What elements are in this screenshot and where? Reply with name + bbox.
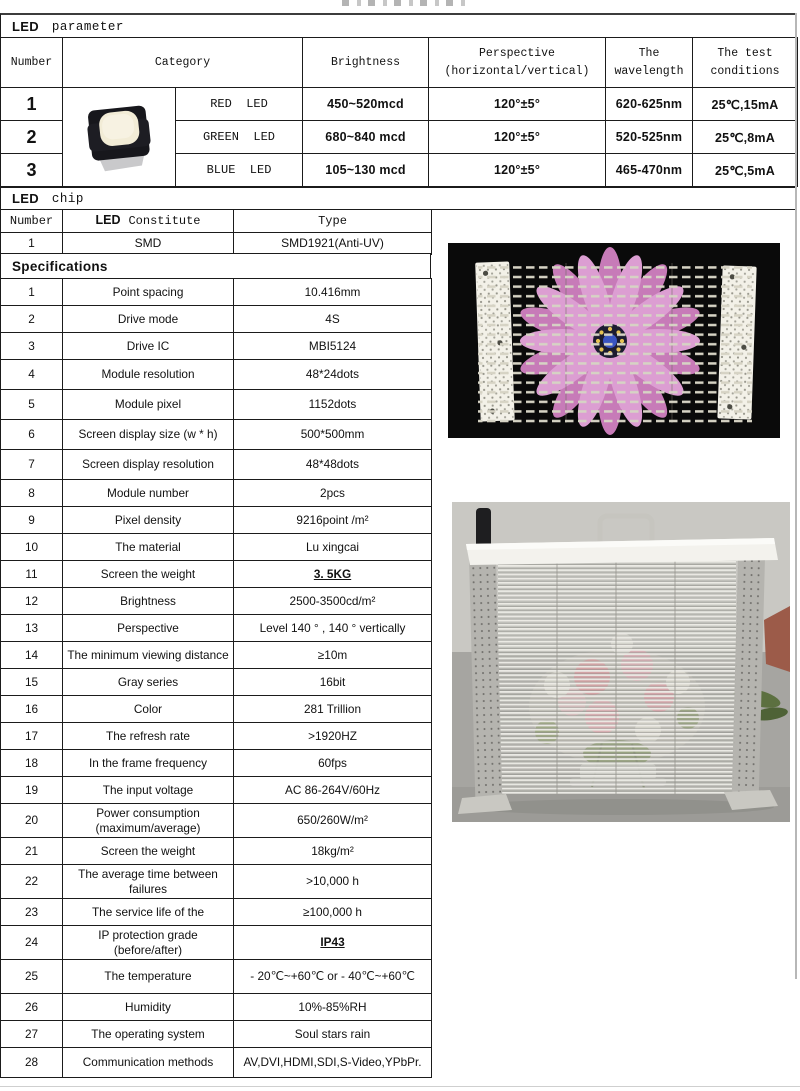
spec-row-number: 18 <box>1 750 63 777</box>
spec-row-value: ≥100,000 h <box>234 899 432 926</box>
param-header-test-line1: The test <box>717 47 773 61</box>
section-band-led-parameter <box>0 13 797 39</box>
spec-row-label: The average time between failures <box>63 865 234 899</box>
param-wavelength: 520-525nm <box>606 121 693 154</box>
param-header-test <box>693 38 798 88</box>
spec-row <box>1 1021 432 1048</box>
spec-row-number: 27 <box>1 1021 63 1048</box>
spec-row-value: ≥10m <box>234 642 432 669</box>
spec-row-number: 28 <box>1 1048 63 1078</box>
param-brightness: 105~130 mcd <box>303 154 429 187</box>
param-header-wavelength-line2: wavelength <box>614 64 684 78</box>
led-chip-table <box>0 209 432 255</box>
spec-row-number: 6 <box>1 420 63 450</box>
spec-row-label: In the frame frequency <box>63 750 234 777</box>
param-header-perspective <box>429 38 606 88</box>
spec-row <box>1 642 432 669</box>
param-header-perspective-line1: Perspective <box>479 47 555 61</box>
chip-header-type: Type <box>234 210 432 233</box>
spec-row <box>1 333 432 360</box>
spec-row-value: Level 140 ° , 140 ° vertically <box>234 615 432 642</box>
spec-row-value: 48*48dots <box>234 450 432 480</box>
section-band-led-chip <box>0 187 797 210</box>
led-module-flower-photo <box>448 243 780 438</box>
spec-row-number: 26 <box>1 994 63 1021</box>
param-number: 1 <box>1 88 63 121</box>
spec-row <box>1 723 432 750</box>
spec-row-label: The refresh rate <box>63 723 234 750</box>
spec-row-label: Drive mode <box>63 306 234 333</box>
spec-row-label: Screen the weight <box>63 561 234 588</box>
spec-row-value: 10.416mm <box>234 279 432 306</box>
param-perspective: 120°±5° <box>429 88 606 121</box>
spec-row <box>1 777 432 804</box>
param-category: RED LED <box>176 88 303 121</box>
spec-row-value: 4S <box>234 306 432 333</box>
param-header-perspective-line2: (horizontal/vertical) <box>444 64 590 78</box>
spec-row <box>1 899 432 926</box>
spec-row <box>1 561 432 588</box>
spec-row-label: Brightness <box>63 588 234 615</box>
spec-row-value: 2pcs <box>234 480 432 507</box>
spec-row-number: 25 <box>1 960 63 994</box>
chip-header-constitute-text: Constitute <box>128 214 201 229</box>
spec-row-value: 60fps <box>234 750 432 777</box>
spec-row-number: 19 <box>1 777 63 804</box>
spec-row-label: Point spacing <box>63 279 234 306</box>
spec-row <box>1 390 432 420</box>
chip-row <box>1 232 432 255</box>
spec-row-number: 15 <box>1 669 63 696</box>
chip-constitute: SMD <box>63 232 234 255</box>
param-test: 25℃,8mA <box>693 121 798 154</box>
spec-row-label: Pixel density <box>63 507 234 534</box>
param-number: 2 <box>1 121 63 154</box>
spec-row-number: 5 <box>1 390 63 420</box>
flower-display-photo <box>448 243 780 438</box>
spec-row-value: 10%-85%RH <box>234 994 432 1021</box>
param-brightness: 680~840 mcd <box>303 121 429 154</box>
spec-row-value: 2500-3500cd/m² <box>234 588 432 615</box>
param-perspective: 120°±5° <box>429 154 606 187</box>
spec-row-value: Lu xingcai <box>234 534 432 561</box>
spec-row-number: 22 <box>1 865 63 899</box>
spec-row-value: >1920HZ <box>234 723 432 750</box>
spec-row <box>1 696 432 723</box>
smd-led-photo <box>63 88 176 187</box>
spec-row <box>1 360 432 390</box>
param-header-row <box>1 38 798 88</box>
transparent-screen-photo <box>452 502 790 822</box>
param-wavelength: 620-625nm <box>606 88 693 121</box>
smd-led-icon <box>77 91 161 179</box>
spec-row-label: Gray series <box>63 669 234 696</box>
param-header-test-line2: conditions <box>710 64 780 78</box>
chip-header-number: Number <box>1 210 63 233</box>
led-chip-body <box>86 104 154 172</box>
param-category: GREEN LED <box>176 121 303 154</box>
spec-row-label: Module number <box>63 480 234 507</box>
specifications-table <box>0 278 432 1078</box>
spec-row-number: 1 <box>1 279 63 306</box>
spec-row-value: 48*24dots <box>234 360 432 390</box>
param-header-brightness: Brightness <box>303 38 429 88</box>
spec-row <box>1 450 432 480</box>
transparent-led-screen-photo <box>452 502 790 822</box>
spec-row-value: AV,DVI,HDMI,SDI,S-Video,YPbPr. <box>234 1048 432 1078</box>
section-title-led: LED <box>12 19 39 34</box>
param-wavelength: 465-470nm <box>606 154 693 187</box>
chip-number: 1 <box>1 232 63 255</box>
spec-row-number: 17 <box>1 723 63 750</box>
spec-row-number: 16 <box>1 696 63 723</box>
param-header-category: Category <box>63 38 303 88</box>
param-category: BLUE LED <box>176 154 303 187</box>
spec-row-value: 9216point /m² <box>234 507 432 534</box>
spec-row-label: The input voltage <box>63 777 234 804</box>
spec-row-label: IP protection grade (before/after) <box>63 926 234 960</box>
spec-row <box>1 926 432 960</box>
spec-row <box>1 480 432 507</box>
spec-row <box>1 750 432 777</box>
led-mesh-lines <box>478 261 752 425</box>
spec-row-value: Soul stars rain <box>234 1021 432 1048</box>
spec-row-value: 281 Trillion <box>234 696 432 723</box>
spec-row-number: 3 <box>1 333 63 360</box>
spec-row <box>1 1048 432 1078</box>
spec-row-value: 3. 5KG <box>234 561 432 588</box>
spec-row <box>1 838 432 865</box>
spec-row-number: 4 <box>1 360 63 390</box>
spec-row-label: The operating system <box>63 1021 234 1048</box>
spec-row-label: Power consumption (maximum/average) <box>63 804 234 838</box>
spec-row-number: 10 <box>1 534 63 561</box>
spec-row-number: 11 <box>1 561 63 588</box>
spec-row-value: 1152dots <box>234 390 432 420</box>
spec-row-number: 12 <box>1 588 63 615</box>
spec-row <box>1 507 432 534</box>
spec-row-label: The material <box>63 534 234 561</box>
spec-row-label: Drive IC <box>63 333 234 360</box>
param-header-wavelength <box>606 38 693 88</box>
spec-row-label: Perspective <box>63 615 234 642</box>
spec-row-number: 8 <box>1 480 63 507</box>
spec-row-number: 9 <box>1 507 63 534</box>
spec-row <box>1 669 432 696</box>
led-slats <box>498 558 736 794</box>
spec-row <box>1 804 432 838</box>
chip-type: SMD1921(Anti-UV) <box>234 232 432 255</box>
section-title-led: LED <box>12 191 39 206</box>
spec-row-label: Screen display size (w * h) <box>63 420 234 450</box>
param-header-number: Number <box>1 38 63 88</box>
spec-row <box>1 960 432 994</box>
spec-row-number: 21 <box>1 838 63 865</box>
param-row-red <box>1 88 798 121</box>
spec-row-value: IP43 <box>234 926 432 960</box>
spec-row <box>1 865 432 899</box>
spec-row-value: 650/260W/m² <box>234 804 432 838</box>
specifications-title: Specifications <box>12 258 108 274</box>
spec-row-label: Screen the weight <box>63 838 234 865</box>
spec-row-label: Screen display resolution <box>63 450 234 480</box>
spec-row <box>1 615 432 642</box>
spec-row-label: Module resolution <box>63 360 234 390</box>
spec-row-value: AC 86-264V/60Hz <box>234 777 432 804</box>
spec-row-label: The minimum viewing distance <box>63 642 234 669</box>
spec-row-value: >10,000 h <box>234 865 432 899</box>
chip-header-constitute <box>63 210 234 233</box>
param-perspective: 120°±5° <box>429 121 606 154</box>
spec-row-number: 2 <box>1 306 63 333</box>
spec-row <box>1 306 432 333</box>
spec-row-value: MBI5124 <box>234 333 432 360</box>
section-title-parameter: parameter <box>51 19 124 34</box>
chip-header-row <box>1 210 432 233</box>
led-parameter-table <box>0 37 798 187</box>
param-test: 25℃,5mA <box>693 154 798 187</box>
page-bottom-border <box>0 1086 800 1087</box>
spec-row <box>1 588 432 615</box>
spec-row-label: Communication methods <box>63 1048 234 1078</box>
section-band-specifications <box>0 253 431 279</box>
specifications-table-body <box>1 279 432 1078</box>
spec-row-label: Color <box>63 696 234 723</box>
spec-row-value: 500*500mm <box>234 420 432 450</box>
spec-row-number: 13 <box>1 615 63 642</box>
spec-row-number: 23 <box>1 899 63 926</box>
spec-row-number: 14 <box>1 642 63 669</box>
spec-row-label: The service life of the <box>63 899 234 926</box>
spec-row-label: The temperature <box>63 960 234 994</box>
spec-row <box>1 420 432 450</box>
param-brightness: 450~520mcd <box>303 88 429 121</box>
spec-row <box>1 534 432 561</box>
spec-row-number: 24 <box>1 926 63 960</box>
spec-row <box>1 279 432 306</box>
clipped-top-title-fragment <box>342 0 470 6</box>
spec-row-value: - 20℃~+60℃ or - 40℃~+60℃ <box>234 960 432 994</box>
spec-row-number: 20 <box>1 804 63 838</box>
param-header-wavelength-line1: The <box>638 47 660 61</box>
page-right-border <box>795 13 797 979</box>
spec-row-number: 7 <box>1 450 63 480</box>
spec-row-label: Module pixel <box>63 390 234 420</box>
spec-row-value: 16bit <box>234 669 432 696</box>
spec-row <box>1 994 432 1021</box>
chip-header-led: LED <box>95 213 121 228</box>
section-title-chip: chip <box>51 191 84 206</box>
spec-row-value: 18kg/m² <box>234 838 432 865</box>
param-test: 25℃,15mA <box>693 88 798 121</box>
spec-row-label: Humidity <box>63 994 234 1021</box>
param-number: 3 <box>1 154 63 187</box>
